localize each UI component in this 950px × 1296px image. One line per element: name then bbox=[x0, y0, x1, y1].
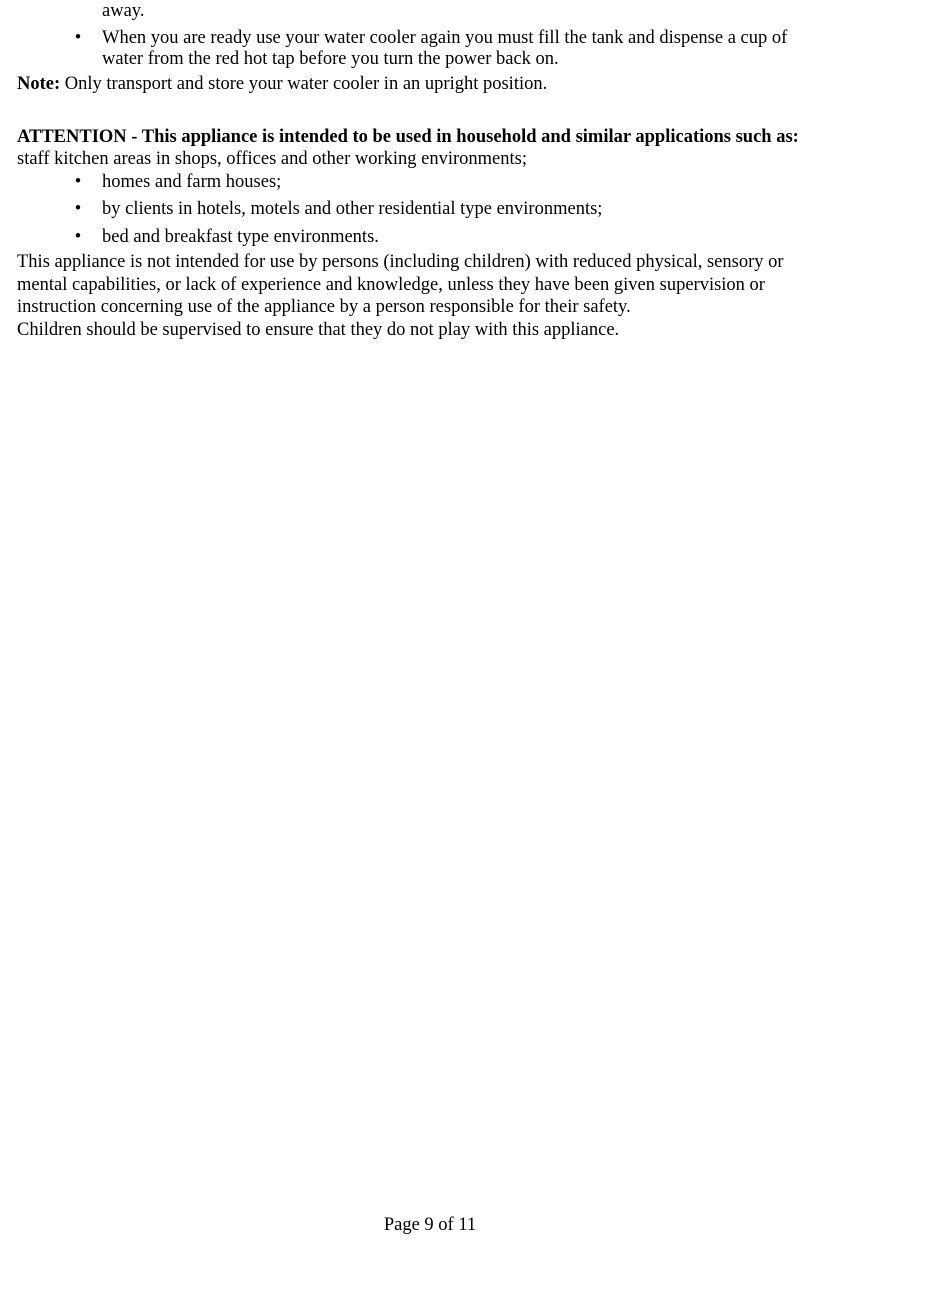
warning-line-2: mental capabilities, or lack of experience and knowledge, unless they have been given supervision or bbox=[17, 275, 765, 295]
note-paragraph bbox=[17, 73, 547, 95]
attention-first-item: staff kitchen areas in shops, offices and other working environments; bbox=[17, 149, 527, 169]
bullet-marker: • bbox=[74, 172, 82, 192]
attention-list-item: bed and breakfast type environments. bbox=[102, 227, 379, 247]
attention-list-item: homes and farm houses; bbox=[102, 172, 282, 192]
bullet-item-continuation: away. bbox=[102, 1, 145, 21]
warning-line-3: instruction concerning use of the appliance by a person responsible for their safety. bbox=[17, 297, 631, 317]
attention-heading bbox=[17, 126, 799, 148]
children-supervision-line: Children should be supervised to ensure that they do not play with this appliance. bbox=[17, 320, 620, 340]
bullet-marker: • bbox=[74, 227, 82, 247]
bullet-marker: • bbox=[74, 199, 82, 219]
page-number: Page 9 of 11 bbox=[383, 1215, 477, 1235]
warning-line-1: This appliance is not intended for use by persons (including children) with reduced physical, sensory or bbox=[17, 252, 784, 272]
attention-heading-text: ATTENTION - This appliance is intended to be used in household and similar applications such as: bbox=[17, 127, 799, 147]
bullet-item-refill-line1: When you are ready use your water cooler again you must fill the tank and dispense a cup of bbox=[102, 28, 788, 48]
bullet-item-refill-line2: water from the red hot tap before you turn the power back on. bbox=[102, 49, 559, 69]
note-text: Only transport and store your water cooler in an upright position. bbox=[60, 74, 548, 94]
note-label: Note: bbox=[17, 74, 61, 94]
bullet-marker: • bbox=[74, 28, 82, 48]
attention-list-item: by clients in hotels, motels and other residential type environments; bbox=[102, 199, 603, 219]
